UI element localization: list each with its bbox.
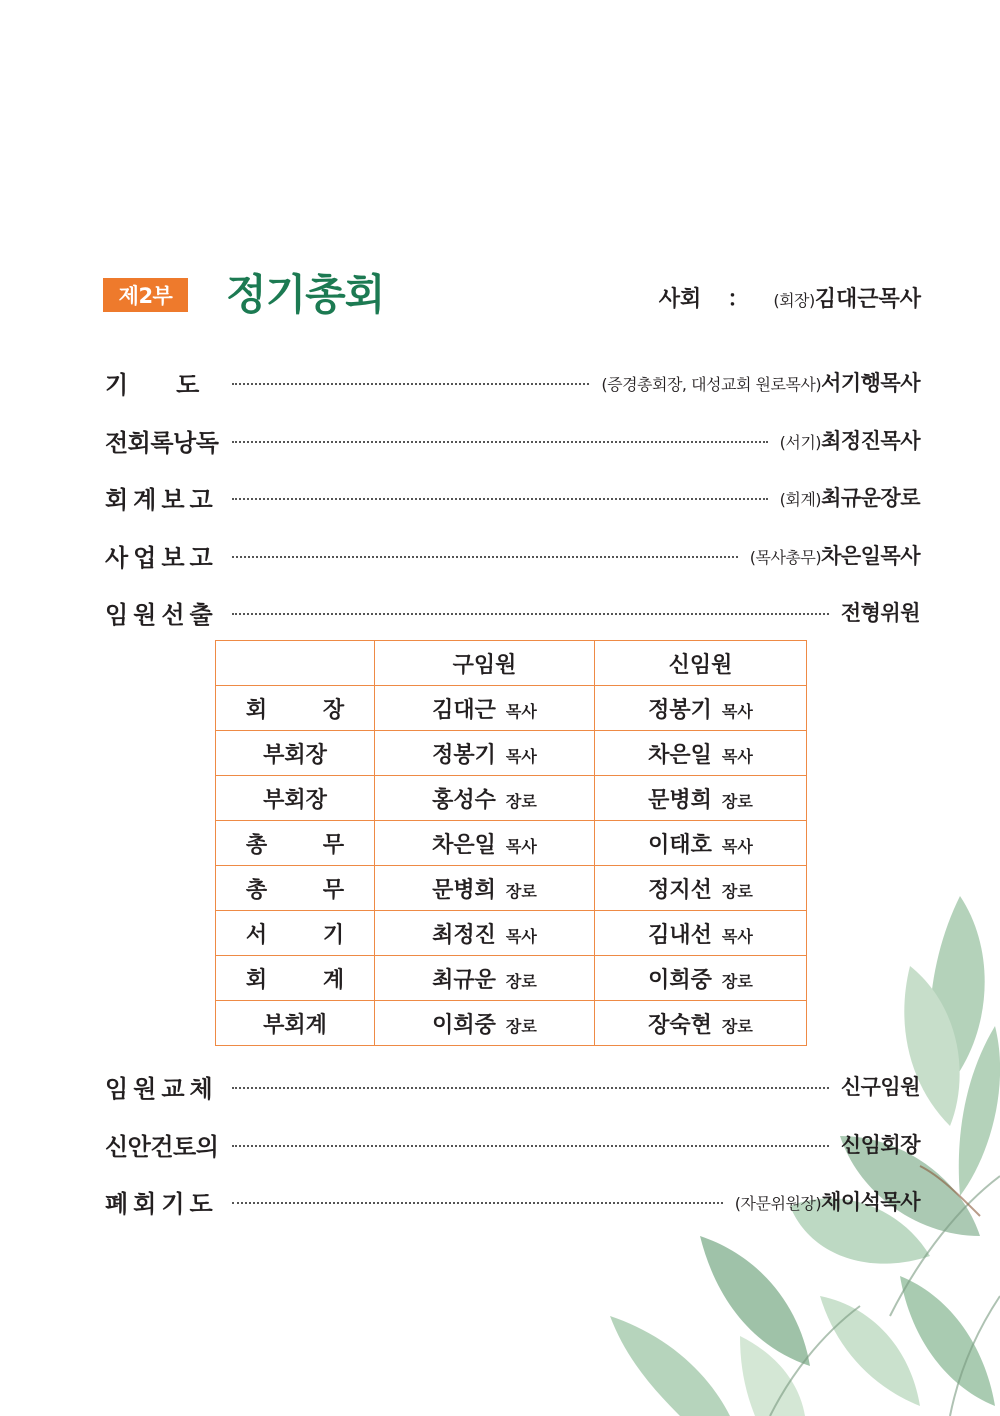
program-value (841, 1129, 920, 1159)
officer-title: 장로 (505, 791, 537, 811)
leader-dots (232, 498, 768, 500)
table-row (216, 776, 807, 821)
program-label: 사업보고 (105, 543, 218, 572)
leader-dots (232, 1087, 829, 1089)
program-label: 전회록낭독 (105, 428, 219, 457)
officer-name: 김대근 (432, 697, 496, 723)
table-header-row (216, 641, 807, 686)
program-role: (증경총회장, 대성교회 원로목사) (601, 375, 822, 394)
program-label: 임원교체 (105, 1074, 218, 1103)
program-row (105, 362, 920, 402)
table-row (216, 686, 807, 731)
program-value (750, 540, 920, 570)
program-name: 신임회장 (840, 1133, 920, 1157)
program-row (105, 592, 920, 632)
officer-title: 목사 (721, 926, 753, 946)
program-row (105, 1066, 920, 1106)
leader-dots (232, 383, 589, 385)
officer-title: 장로 (505, 881, 537, 901)
leader-dots (232, 1145, 829, 1147)
page-title: 정기총회 (226, 270, 385, 319)
role-cell: 총 무 (216, 866, 375, 911)
table-header-cell: 신임원 (595, 641, 807, 686)
program-name: 서기행목사 (821, 371, 920, 395)
program-label: 폐회기도 (105, 1189, 218, 1218)
role-cell: 총 무 (216, 821, 375, 866)
officer-name: 정지선 (648, 877, 712, 903)
leader-dots (232, 441, 768, 443)
leader-dots (232, 556, 738, 558)
host-colon: ： (727, 287, 750, 312)
program-value (841, 1071, 920, 1101)
table-header-cell: 구임원 (375, 641, 595, 686)
officer-name: 차은일 (648, 742, 712, 768)
program-value (841, 597, 920, 627)
officer-name: 홍성수 (432, 787, 496, 813)
program-role: (자문위원장) (734, 1194, 822, 1213)
old-officer-cell (375, 686, 595, 731)
officer-title: 목사 (721, 836, 753, 856)
officer-name: 최규운 (432, 967, 496, 993)
officer-name: 이희중 (648, 967, 712, 993)
officer-name: 최정진 (432, 922, 496, 948)
program-role: (서기) (779, 433, 822, 452)
program-name: 최정진목사 (821, 429, 920, 453)
program-name: 차은일목사 (821, 544, 920, 568)
program-role: (회계) (779, 490, 822, 509)
officer-title: 목사 (505, 926, 537, 946)
officer-name: 차은일 (432, 832, 496, 858)
program-value (735, 1186, 920, 1216)
old-officer-cell (375, 731, 595, 776)
host-role: (회장) (773, 291, 815, 310)
officer-name: 장숙현 (648, 1012, 712, 1038)
program-value (780, 482, 920, 512)
host-name: 김대근목사 (814, 287, 921, 312)
program-label: 회계보고 (105, 485, 218, 514)
old-officer-cell (375, 821, 595, 866)
host-line (659, 282, 921, 313)
table-row (216, 821, 807, 866)
officer-title: 장로 (721, 971, 753, 991)
officer-title: 목사 (721, 746, 753, 766)
section-header (103, 270, 921, 330)
table-header-cell (216, 641, 375, 686)
officer-title: 장로 (721, 1016, 753, 1036)
officer-title: 목사 (721, 701, 753, 721)
program-value (601, 367, 920, 397)
officer-title: 목사 (505, 701, 537, 721)
officer-title: 장로 (505, 971, 537, 991)
part-badge: 제2부 (103, 278, 188, 312)
officer-name: 김내선 (648, 922, 712, 948)
program-row (105, 1181, 920, 1221)
program-name: 최규운장로 (821, 486, 920, 510)
new-officer-cell (595, 731, 807, 776)
role-cell: 부회장 (216, 731, 375, 776)
program-row (105, 1124, 920, 1164)
program-label: 기 도 (105, 370, 200, 399)
program-name: 전형위원 (840, 601, 920, 625)
new-officer-cell (595, 821, 807, 866)
leader-dots (232, 1202, 723, 1204)
host-label: 사회 (658, 287, 702, 312)
program-label: 신안건토의 (105, 1132, 219, 1161)
program-value (780, 425, 920, 455)
new-officer-cell (595, 686, 807, 731)
role-cell: 회 장 (216, 686, 375, 731)
officer-title: 장로 (505, 1016, 537, 1036)
officer-title: 장로 (721, 791, 753, 811)
role-cell: 서 기 (216, 911, 375, 956)
program-role: (목사총무) (749, 548, 822, 567)
officer-name: 문병희 (648, 787, 712, 813)
program-name: 신구임원 (840, 1075, 920, 1099)
program-row (105, 535, 920, 575)
officer-title: 목사 (505, 836, 537, 856)
officer-title: 장로 (721, 881, 753, 901)
officer-name: 정봉기 (432, 742, 496, 768)
role-cell: 부회계 (216, 1001, 375, 1046)
officer-name: 이희중 (432, 1012, 496, 1038)
table-row (216, 731, 807, 776)
program-row (105, 420, 920, 460)
officer-name: 문병희 (432, 877, 496, 903)
role-cell: 부회장 (216, 776, 375, 821)
program-name: 채이석목사 (821, 1190, 920, 1214)
leader-dots (232, 613, 829, 615)
officer-name: 이태호 (648, 832, 712, 858)
role-cell: 회 계 (216, 956, 375, 1001)
program-label: 임원선출 (105, 600, 218, 629)
program-row (105, 477, 920, 517)
officer-name: 정봉기 (648, 697, 712, 723)
old-officer-cell (375, 776, 595, 821)
new-officer-cell (595, 776, 807, 821)
officer-title: 목사 (505, 746, 537, 766)
